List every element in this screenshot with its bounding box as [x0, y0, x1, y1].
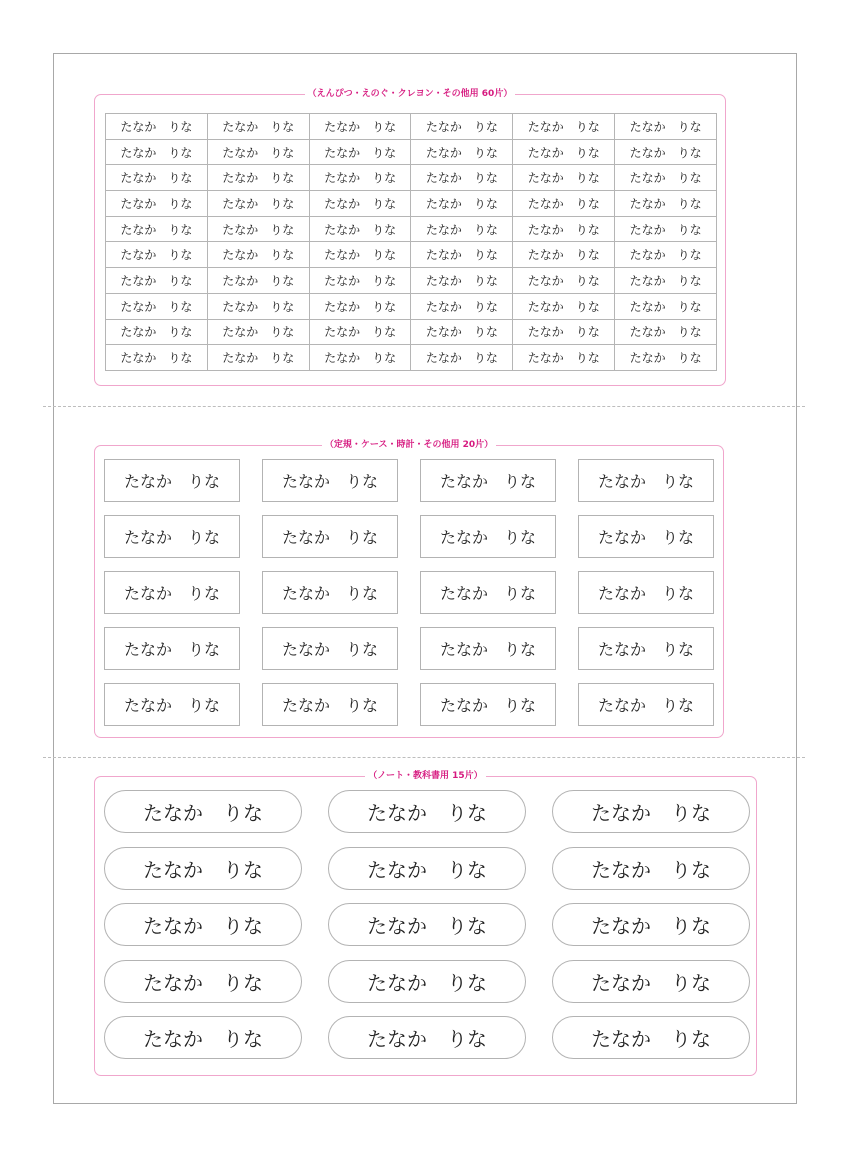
small-name-label: たなか りな	[411, 139, 513, 165]
large-name-label: たなか りな	[552, 1016, 750, 1059]
cut-line	[43, 757, 805, 758]
medium-name-label: たなか りな	[262, 459, 398, 502]
small-name-label: たなか りな	[106, 319, 208, 345]
small-name-label: たなか りな	[513, 293, 615, 319]
small-name-label: たなか りな	[106, 242, 208, 268]
small-name-label: たなか りな	[615, 268, 717, 294]
small-name-label: たなか りな	[207, 191, 309, 217]
small-name-label: たなか りな	[513, 268, 615, 294]
small-name-label: たなか りな	[106, 139, 208, 165]
small-name-label: たなか りな	[207, 165, 309, 191]
cut-line	[43, 406, 805, 407]
small-name-label: たなか りな	[309, 242, 411, 268]
small-name-label: たなか りな	[207, 242, 309, 268]
medium-name-label: たなか りな	[420, 683, 556, 726]
small-name-label: たなか りな	[615, 165, 717, 191]
small-name-label: たなか りな	[309, 293, 411, 319]
medium-name-label: たなか りな	[420, 459, 556, 502]
small-name-label: たなか りな	[513, 216, 615, 242]
small-name-label: たなか りな	[615, 216, 717, 242]
small-name-label: たなか りな	[411, 293, 513, 319]
small-name-label: たなか りな	[513, 242, 615, 268]
small-name-label: たなか りな	[106, 216, 208, 242]
large-name-label: たなか りな	[104, 960, 302, 1003]
small-name-label: たなか りな	[411, 165, 513, 191]
small-name-label: たなか りな	[106, 345, 208, 371]
large-name-label: たなか りな	[104, 790, 302, 833]
small-name-label: たなか りな	[309, 114, 411, 140]
medium-name-label: たなか りな	[262, 683, 398, 726]
small-name-label: たなか りな	[513, 319, 615, 345]
small-name-label: たなか りな	[411, 242, 513, 268]
large-name-label: たなか りな	[552, 847, 750, 890]
small-name-label: たなか りな	[207, 216, 309, 242]
small-name-label: たなか りな	[411, 216, 513, 242]
small-name-label: たなか りな	[513, 191, 615, 217]
small-name-label: たなか りな	[309, 139, 411, 165]
small-name-label: たなか りな	[106, 165, 208, 191]
large-name-label: たなか りな	[328, 847, 526, 890]
small-name-label: たなか りな	[309, 319, 411, 345]
section-title: （定規・ケース・時計・その他用 20片）	[322, 440, 496, 450]
small-name-label: たなか りな	[513, 139, 615, 165]
small-name-label: たなか りな	[411, 268, 513, 294]
small-name-label: たなか りな	[309, 216, 411, 242]
small-name-label: たなか りな	[411, 319, 513, 345]
large-name-label: たなか りな	[104, 903, 302, 946]
medium-name-label: たなか りな	[420, 627, 556, 670]
small-name-label: たなか りな	[411, 345, 513, 371]
small-name-label: たなか りな	[207, 114, 309, 140]
small-name-label: たなか りな	[207, 345, 309, 371]
medium-name-label: たなか りな	[104, 627, 240, 670]
small-name-label: たなか りな	[309, 268, 411, 294]
small-name-label: たなか りな	[615, 191, 717, 217]
section-title: （えんぴつ・えのぐ・クレヨン・その他用 60片）	[305, 89, 516, 99]
section-title: （ノート・教科書用 15片）	[365, 771, 485, 781]
large-name-label: たなか りな	[104, 847, 302, 890]
large-label-grid	[104, 790, 750, 1059]
small-name-label: たなか りな	[615, 319, 717, 345]
ruler-label-section	[94, 440, 724, 738]
small-name-label: たなか りな	[309, 191, 411, 217]
small-name-label: たなか りな	[207, 293, 309, 319]
small-name-label: たなか りな	[615, 293, 717, 319]
medium-name-label: たなか りな	[578, 683, 714, 726]
medium-name-label: たなか りな	[262, 515, 398, 558]
large-name-label: たなか りな	[552, 960, 750, 1003]
small-name-label: たなか りな	[207, 139, 309, 165]
medium-name-label: たなか りな	[578, 459, 714, 502]
small-name-label: たなか りな	[615, 242, 717, 268]
notebook-label-section	[94, 771, 757, 1076]
large-name-label: たなか りな	[328, 1016, 526, 1059]
small-name-label: たなか りな	[513, 165, 615, 191]
large-name-label: たなか りな	[328, 960, 526, 1003]
small-name-label: たなか りな	[106, 268, 208, 294]
pencil-label-section	[94, 89, 726, 386]
medium-name-label: たなか りな	[578, 571, 714, 614]
medium-name-label: たなか りな	[104, 459, 240, 502]
small-name-label: たなか りな	[207, 268, 309, 294]
medium-name-label: たなか りな	[104, 515, 240, 558]
medium-name-label: たなか りな	[420, 515, 556, 558]
large-name-label: たなか りな	[552, 790, 750, 833]
medium-name-label: たなか りな	[578, 627, 714, 670]
small-name-label: たなか りな	[411, 114, 513, 140]
medium-label-grid	[104, 459, 714, 726]
large-name-label: たなか りな	[104, 1016, 302, 1059]
small-name-label: たなか りな	[513, 345, 615, 371]
small-name-label: たなか りな	[615, 345, 717, 371]
small-name-label: たなか りな	[513, 114, 615, 140]
medium-name-label: たなか りな	[578, 515, 714, 558]
small-name-label: たなか りな	[615, 114, 717, 140]
large-name-label: たなか りな	[552, 903, 750, 946]
medium-name-label: たなか りな	[262, 571, 398, 614]
small-name-label: たなか りな	[411, 191, 513, 217]
large-name-label: たなか りな	[328, 903, 526, 946]
medium-name-label: たなか りな	[104, 683, 240, 726]
small-label-grid	[105, 113, 717, 371]
small-name-label: たなか りな	[106, 114, 208, 140]
large-name-label: たなか りな	[328, 790, 526, 833]
small-name-label: たなか りな	[106, 191, 208, 217]
medium-name-label: たなか りな	[262, 627, 398, 670]
small-name-label: たなか りな	[615, 139, 717, 165]
small-name-label: たなか りな	[309, 345, 411, 371]
medium-name-label: たなか りな	[420, 571, 556, 614]
medium-name-label: たなか りな	[104, 571, 240, 614]
small-name-label: たなか りな	[309, 165, 411, 191]
small-name-label: たなか りな	[207, 319, 309, 345]
small-name-label: たなか りな	[106, 293, 208, 319]
